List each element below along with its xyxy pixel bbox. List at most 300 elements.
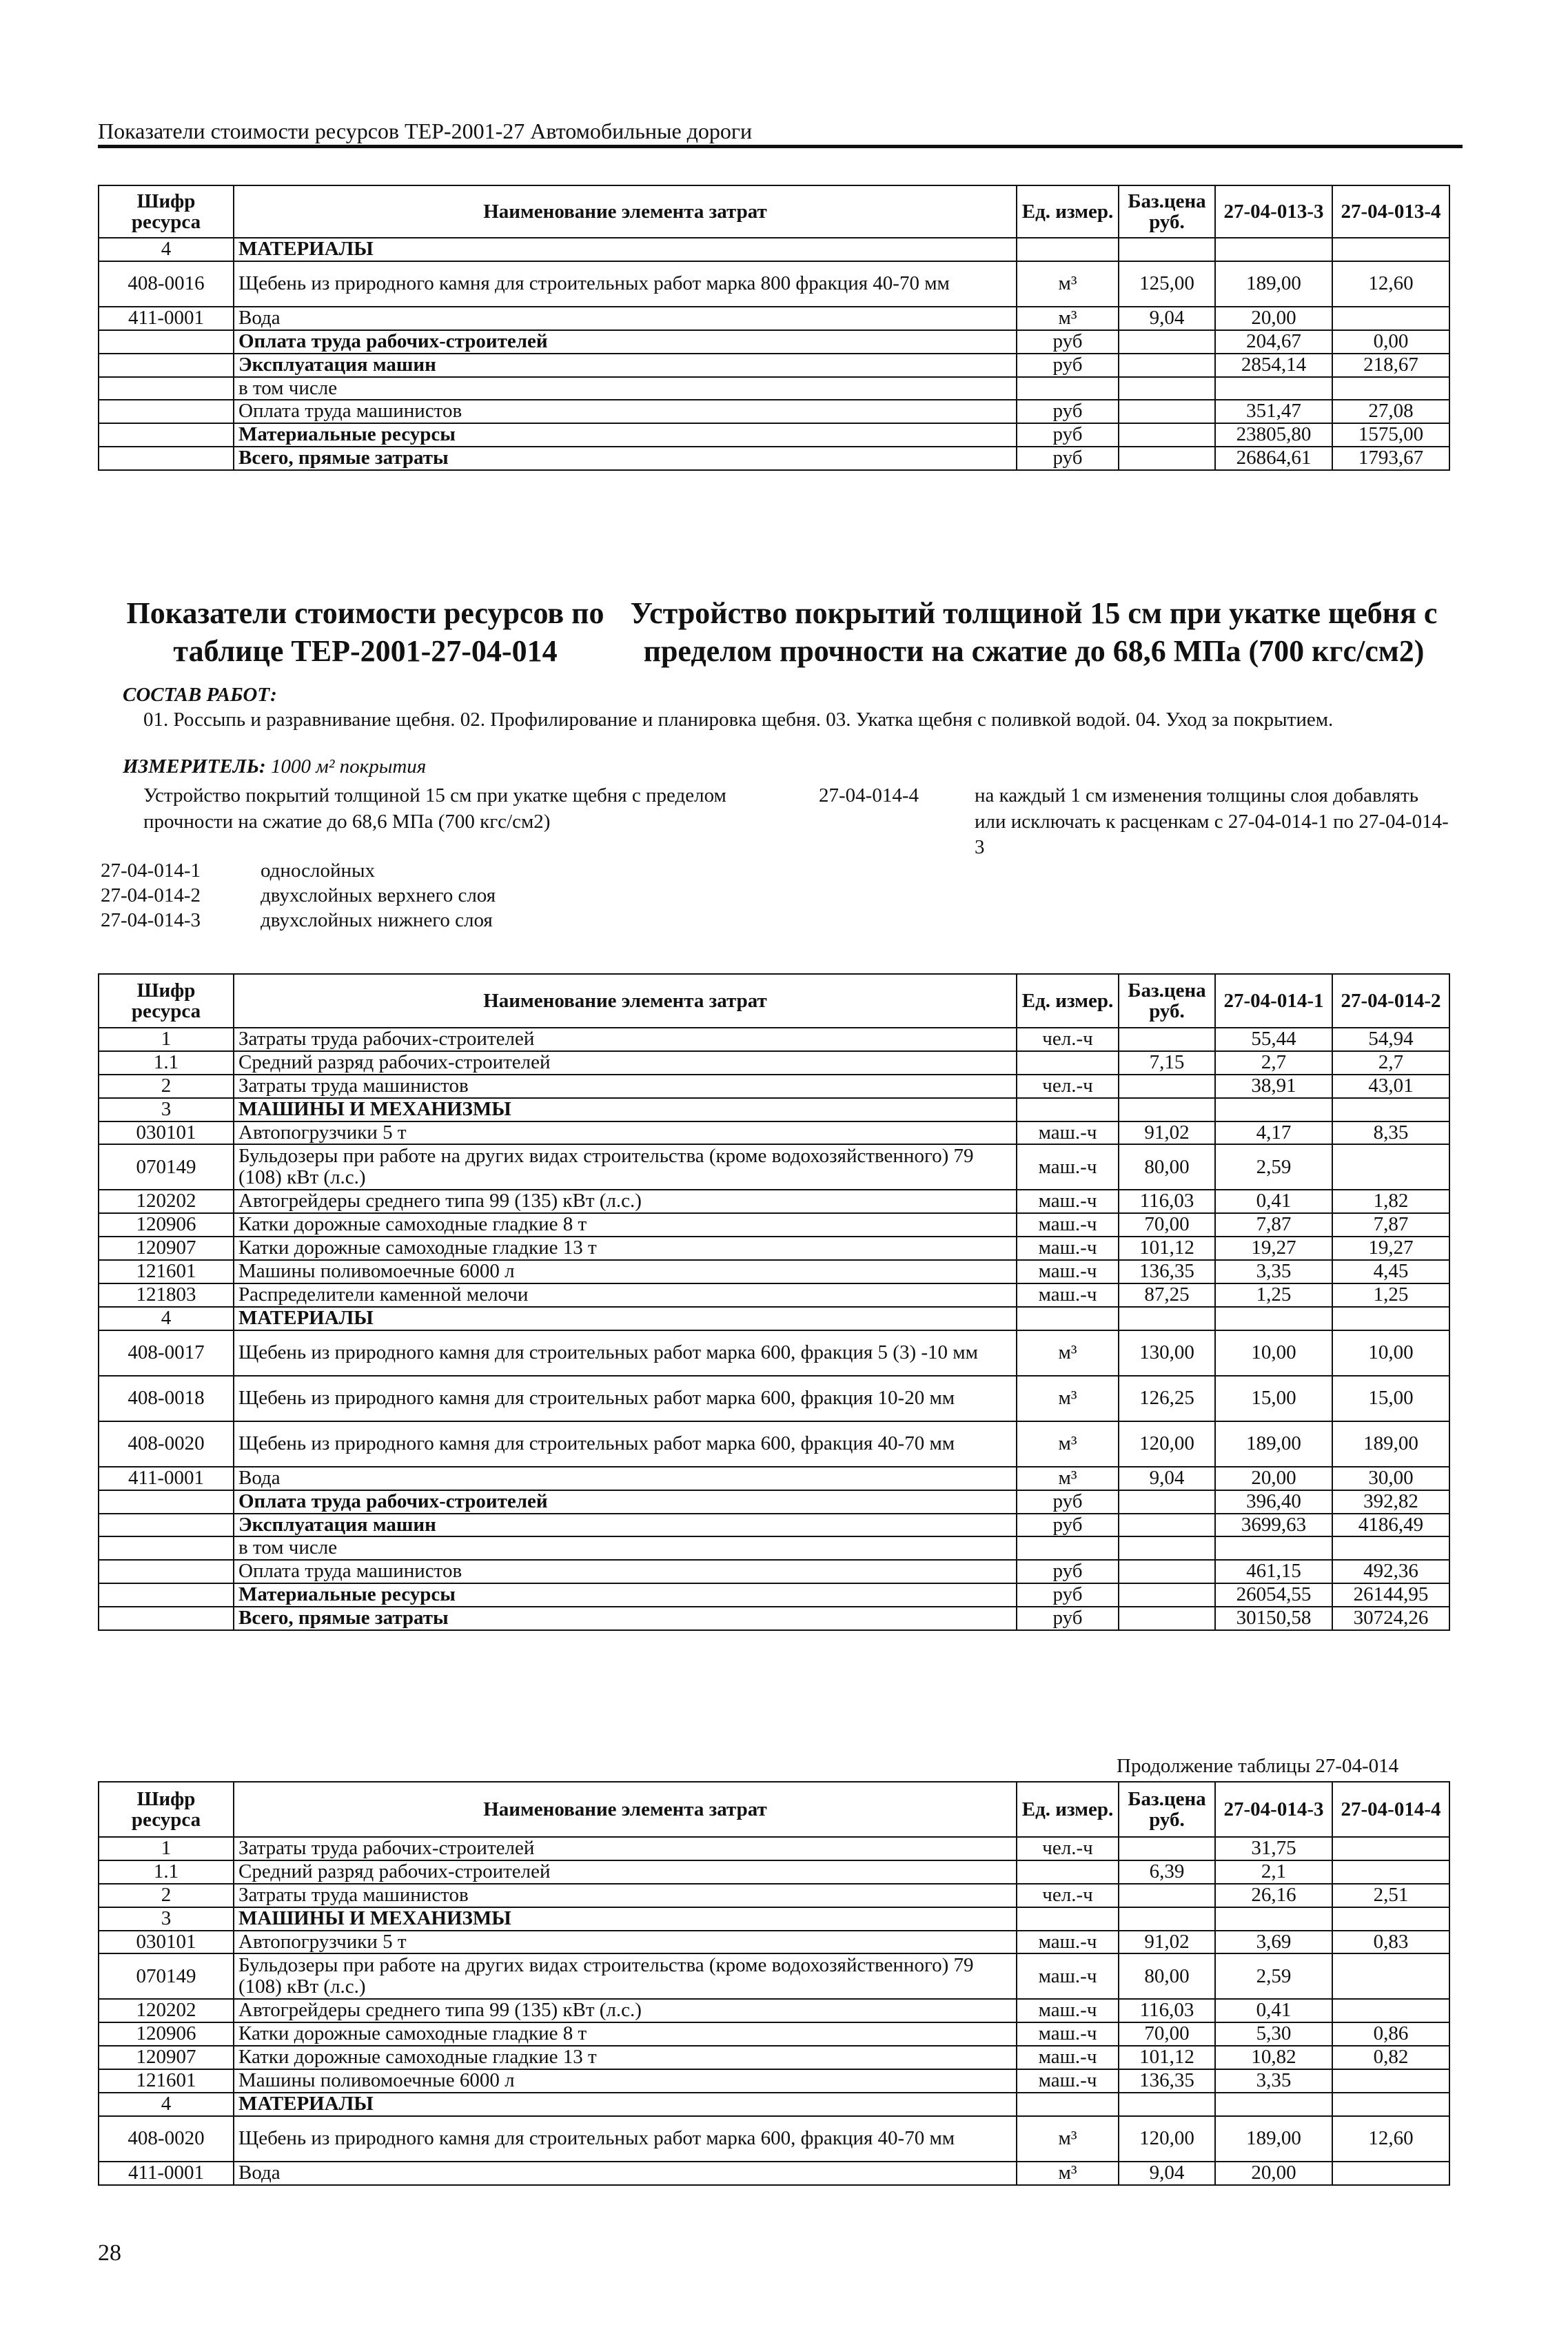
column-header: 27-04-014-4 <box>1332 1782 1449 1837</box>
header-divider <box>98 145 1463 148</box>
cell-name: МАТЕРИАЛЫ <box>234 1307 1017 1330</box>
cell-name: Материальные ресурсы <box>234 423 1017 447</box>
cell-value <box>1332 2162 1449 2185</box>
cell-code <box>99 1560 234 1583</box>
cell-unit: маш.-ч <box>1017 1931 1119 1954</box>
cell-code: 1.1 <box>99 1860 234 1884</box>
cell-value: 55,44 <box>1215 1028 1332 1051</box>
cell-price: 125,00 <box>1119 261 1215 307</box>
cell-value: 12,60 <box>1332 2116 1449 2162</box>
description-text: Устройство покрытий толщиной 15 см при укатке щебня с пределом прочности на сжатие до 68,6 МПа (700 кгс/см2) <box>143 784 726 833</box>
cell-value: 15,00 <box>1215 1376 1332 1421</box>
cell-price: 120,00 <box>1119 2116 1215 2162</box>
cell-code <box>99 447 234 470</box>
cell-value <box>1332 1860 1449 1884</box>
cell-value: 26864,61 <box>1215 447 1332 470</box>
cell-code <box>99 377 234 400</box>
table-row <box>99 1490 1449 1514</box>
resource-table-27-04-013 <box>98 185 1450 471</box>
cell-price: 9,04 <box>1119 307 1215 330</box>
cell-name: Автогрейдеры среднего типа 99 (135) кВт (л.с.) <box>234 1190 1017 1213</box>
table-row <box>99 2162 1449 2185</box>
cell-price <box>1119 377 1215 400</box>
cell-price: 116,03 <box>1119 1999 1215 2022</box>
column-header: 27-04-014-1 <box>1215 974 1332 1028</box>
cell-price <box>1119 1490 1215 1514</box>
cell-code: 411-0001 <box>99 2162 234 2185</box>
cell-price <box>1119 1098 1215 1121</box>
cell-name: Автогрейдеры среднего типа 99 (135) кВт (л.с.) <box>234 1999 1017 2022</box>
cell-unit: маш.-ч <box>1017 1144 1119 1190</box>
cell-value: 38,91 <box>1215 1075 1332 1098</box>
cell-value: 2,51 <box>1332 1884 1449 1907</box>
cell-code: 3 <box>99 1907 234 1931</box>
cell-name: Средний разряд рабочих-строителей <box>234 1051 1017 1075</box>
cell-value: 23805,80 <box>1215 423 1332 447</box>
cell-code: 408-0016 <box>99 261 234 307</box>
cell-value: 0,82 <box>1332 2046 1449 2069</box>
cell-value: 31,75 <box>1215 1837 1332 1860</box>
table-row <box>99 377 1449 400</box>
cell-value: 7,87 <box>1332 1213 1449 1237</box>
cell-value: 20,00 <box>1215 307 1332 330</box>
cell-code <box>99 1490 234 1514</box>
cell-value <box>1215 1307 1332 1330</box>
cell-code: 408-0020 <box>99 1421 234 1467</box>
cell-price: 6,39 <box>1119 1860 1215 1884</box>
cell-value <box>1332 1098 1449 1121</box>
cell-name: МАШИНЫ И МЕХАНИЗМЫ <box>234 1098 1017 1121</box>
table-row <box>99 423 1449 447</box>
column-header: Шифр ресурса <box>99 185 234 238</box>
cell-price: 91,02 <box>1119 1931 1215 1954</box>
table-row <box>99 1213 1449 1237</box>
cell-code: 4 <box>99 2093 234 2116</box>
cell-name: Щебень из природного камня для строительных работ марка 600, фракция 40-70 мм <box>234 2116 1017 2162</box>
cell-name: Бульдозеры при работе на других видах строительства (кроме водохозяйственного) 79 (108) кВт (л.с.) <box>234 1144 1017 1190</box>
cell-unit: маш.-ч <box>1017 2069 1119 2093</box>
table-row <box>99 1190 1449 1213</box>
cell-value: 1,82 <box>1332 1190 1449 1213</box>
cell-name: Оплата труда машинистов <box>234 400 1017 423</box>
table-header-row <box>99 1782 1449 1837</box>
column-header: Ед. измер. <box>1017 185 1119 238</box>
cell-price <box>1119 1837 1215 1860</box>
page-number: 28 <box>98 2240 121 2266</box>
table-row <box>99 1421 1449 1467</box>
table-row <box>99 1514 1449 1537</box>
cell-value: 20,00 <box>1215 2162 1332 2185</box>
column-header: Баз.цена руб. <box>1119 185 1215 238</box>
cell-name: Машины поливомоечные 6000 л <box>234 2069 1017 2093</box>
cell-unit: руб <box>1017 330 1119 354</box>
cell-value: 12,60 <box>1332 261 1449 307</box>
cell-value <box>1215 1536 1332 1560</box>
cell-name: МАТЕРИАЛЫ <box>234 238 1017 261</box>
cell-unit: маш.-ч <box>1017 1283 1119 1307</box>
cell-unit: чел.-ч <box>1017 1028 1119 1051</box>
cell-price: 80,00 <box>1119 1953 1215 1999</box>
cell-name: в том числе <box>234 377 1017 400</box>
cell-code <box>99 423 234 447</box>
table-row <box>99 1837 1449 1860</box>
measure-line <box>123 754 426 780</box>
cell-price <box>1119 238 1215 261</box>
cell-unit: руб <box>1017 1490 1119 1514</box>
cell-unit: маш.-ч <box>1017 1213 1119 1237</box>
table-row <box>99 2069 1449 2093</box>
table-row <box>99 1237 1449 1260</box>
cell-code <box>99 1514 234 1537</box>
table-header-row <box>99 185 1449 238</box>
table-row <box>99 1931 1449 1954</box>
cell-code: 408-0017 <box>99 1330 234 1376</box>
variant-text: двухслойных нижнего слоя <box>261 909 493 931</box>
table-row <box>99 1051 1449 1075</box>
cell-value: 189,00 <box>1215 261 1332 307</box>
cell-value: 1,25 <box>1215 1283 1332 1307</box>
section-title-left: Показатели стоимости ресурсов по таблице ТЕР-2001-27-04-014 <box>126 596 604 668</box>
cell-value <box>1332 1953 1449 1999</box>
cell-value: 0,00 <box>1332 330 1449 354</box>
column-header: Наименование элемента затрат <box>234 974 1017 1028</box>
cell-value: 30724,26 <box>1332 1607 1449 1630</box>
variant-text: двухслойных верхнего слоя <box>261 884 496 906</box>
cell-code: 1 <box>99 1028 234 1051</box>
cell-unit: руб <box>1017 400 1119 423</box>
cell-unit <box>1017 377 1119 400</box>
cell-value: 19,27 <box>1215 1237 1332 1260</box>
table-row <box>99 330 1449 354</box>
cell-code: 408-0018 <box>99 1376 234 1421</box>
cell-price: 9,04 <box>1119 2162 1215 2185</box>
table-row <box>99 1098 1449 1121</box>
cell-value: 461,15 <box>1215 1560 1332 1583</box>
cell-code: 120202 <box>99 1999 234 2022</box>
table-row <box>99 1999 1449 2022</box>
cell-name: Щебень из природного камня для строительных работ марка 600, фракция 5 (3) -10 мм <box>234 1330 1017 1376</box>
cell-code: 4 <box>99 1307 234 1330</box>
cell-name: Всего, прямые затраты <box>234 1607 1017 1630</box>
table-row <box>99 2046 1449 2069</box>
table-row <box>99 1560 1449 1583</box>
cell-value: 2,7 <box>1332 1051 1449 1075</box>
cell-price <box>1119 1560 1215 1583</box>
table-row <box>99 238 1449 261</box>
cell-value: 26054,55 <box>1215 1583 1332 1607</box>
cell-unit: м³ <box>1017 2162 1119 2185</box>
cell-value: 10,82 <box>1215 2046 1332 2069</box>
table-row <box>99 2022 1449 2046</box>
cell-code: 1 <box>99 1837 234 1860</box>
cell-value <box>1332 238 1449 261</box>
table-row <box>99 1307 1449 1330</box>
table-row <box>99 2093 1449 2116</box>
cell-unit: м³ <box>1017 1467 1119 1490</box>
cell-value: 204,67 <box>1215 330 1332 354</box>
work-composition-text: 01. Россыпь и разравнивание щебня. 02. Профилирование и планировка щебня. 03. Укатка щебня с поливкой водой. 04. Уход за покрытием. <box>143 709 1334 731</box>
cell-unit: маш.-ч <box>1017 2022 1119 2046</box>
cell-name: Всего, прямые затраты <box>234 447 1017 470</box>
cell-value <box>1332 2069 1449 2093</box>
cell-price: 116,03 <box>1119 1190 1215 1213</box>
cell-unit: маш.-ч <box>1017 1260 1119 1283</box>
cell-name: Распределители каменной мелочи <box>234 1283 1017 1307</box>
column-header: 27-04-013-4 <box>1332 185 1449 238</box>
cell-name: Катки дорожные самоходные гладкие 13 т <box>234 1237 1017 1260</box>
cell-price <box>1119 1307 1215 1330</box>
cell-unit: м³ <box>1017 1421 1119 1467</box>
cell-unit: руб <box>1017 447 1119 470</box>
cell-value: 3699,63 <box>1215 1514 1332 1537</box>
variant-code: 27-04-014-3 <box>101 909 201 931</box>
page-header-title: Показатели стоимости ресурсов ТЕР-2001-27 Автомобильные дороги <box>98 119 753 143</box>
cell-value: 4,17 <box>1215 1121 1332 1145</box>
cell-name: Затраты труда рабочих-строителей <box>234 1028 1017 1051</box>
cell-unit: м³ <box>1017 307 1119 330</box>
cell-price: 126,25 <box>1119 1376 1215 1421</box>
cell-code <box>99 1536 234 1560</box>
cell-name: Эксплуатация машин <box>234 1514 1017 1537</box>
column-header: 27-04-014-3 <box>1215 1782 1332 1837</box>
cell-value <box>1215 238 1332 261</box>
cell-value: 492,36 <box>1332 1560 1449 1583</box>
cell-value: 30,00 <box>1332 1467 1449 1490</box>
cell-unit <box>1017 1907 1119 1931</box>
resource-table-27-04-014-1-2 <box>98 973 1450 1631</box>
cell-value <box>1332 1837 1449 1860</box>
table-row <box>99 2116 1449 2162</box>
cell-value: 1575,00 <box>1332 423 1449 447</box>
cell-name: Вода <box>234 2162 1017 2185</box>
cell-code: 121601 <box>99 1260 234 1283</box>
cell-code: 3 <box>99 1098 234 1121</box>
cell-value: 8,35 <box>1332 1121 1449 1145</box>
cell-unit: маш.-ч <box>1017 1121 1119 1145</box>
cell-unit <box>1017 1307 1119 1330</box>
cell-code: 070149 <box>99 1953 234 1999</box>
table-row <box>99 1075 1449 1098</box>
table-row <box>99 1121 1449 1145</box>
cell-name: Эксплуатация машин <box>234 354 1017 377</box>
cell-unit: чел.-ч <box>1017 1075 1119 1098</box>
resource-table-27-04-014-3-4 <box>98 1781 1450 2186</box>
cell-value <box>1332 1999 1449 2022</box>
table-row <box>99 1907 1449 1931</box>
cell-code <box>99 400 234 423</box>
cell-value: 2,1 <box>1215 1860 1332 1884</box>
cell-name: Бульдозеры при работе на других видах строительства (кроме водохозяйственного) 79 (108) кВт (л.с.) <box>234 1953 1017 1999</box>
cell-price <box>1119 354 1215 377</box>
cell-value: 189,00 <box>1215 1421 1332 1467</box>
cell-price: 70,00 <box>1119 1213 1215 1237</box>
cell-value: 392,82 <box>1332 1490 1449 1514</box>
description-code: 27-04-014-4 <box>819 784 919 806</box>
table-header-row <box>99 974 1449 1028</box>
cell-unit: руб <box>1017 354 1119 377</box>
cell-value: 0,41 <box>1215 1999 1332 2022</box>
cell-name: Щебень из природного камня для строительных работ марка 600, фракция 10-20 мм <box>234 1376 1017 1421</box>
cell-value: 189,00 <box>1215 2116 1332 2162</box>
cell-price <box>1119 1607 1215 1630</box>
cell-name: Затраты труда рабочих-строителей <box>234 1837 1017 1860</box>
cell-value: 0,83 <box>1332 1931 1449 1954</box>
cell-value: 43,01 <box>1332 1075 1449 1098</box>
cell-value: 2854,14 <box>1215 354 1332 377</box>
description-note: на каждый 1 см изменения толщины слоя добавлять или исключать к расценкам с 27-04-014-1 по 27-04-014-3 <box>975 784 1449 859</box>
cell-price: 130,00 <box>1119 1330 1215 1376</box>
cell-unit: руб <box>1017 1560 1119 1583</box>
cell-code <box>99 1607 234 1630</box>
cell-value: 1793,67 <box>1332 447 1449 470</box>
cell-value: 19,27 <box>1332 1237 1449 1260</box>
cell-value: 3,35 <box>1215 2069 1332 2093</box>
cell-value <box>1332 307 1449 330</box>
cell-price <box>1119 2093 1215 2116</box>
section-title-right: Устройство покрытий толщиной 15 см при укатке щебня с пределом прочности на сжатие до 68,6 МПа (700 кгс/см2) <box>630 596 1438 668</box>
cell-name: Машины поливомоечные 6000 л <box>234 1260 1017 1283</box>
cell-unit: руб <box>1017 423 1119 447</box>
cell-price: 101,12 <box>1119 1237 1215 1260</box>
cell-price <box>1119 423 1215 447</box>
cell-unit: маш.-ч <box>1017 1999 1119 2022</box>
cell-value: 396,40 <box>1215 1490 1332 1514</box>
cell-name: Автопогрузчики 5 т <box>234 1121 1017 1145</box>
cell-name: Средний разряд рабочих-строителей <box>234 1860 1017 1884</box>
table-row <box>99 1607 1449 1630</box>
cell-value: 0,86 <box>1332 2022 1449 2046</box>
cell-name: МАШИНЫ И МЕХАНИЗМЫ <box>234 1907 1017 1931</box>
cell-price <box>1119 330 1215 354</box>
cell-unit: маш.-ч <box>1017 1190 1119 1213</box>
cell-value: 27,08 <box>1332 400 1449 423</box>
cell-code: 2 <box>99 1884 234 1907</box>
cell-price <box>1119 1514 1215 1537</box>
column-header: Шифр ресурса <box>99 1782 234 1837</box>
cell-name: Затраты труда машинистов <box>234 1884 1017 1907</box>
cell-code: 070149 <box>99 1144 234 1190</box>
cell-value: 218,67 <box>1332 354 1449 377</box>
cell-value: 20,00 <box>1215 1467 1332 1490</box>
cell-price <box>1119 1536 1215 1560</box>
cell-value: 10,00 <box>1215 1330 1332 1376</box>
table-row <box>99 1283 1449 1307</box>
cell-name: Оплата труда рабочих-строителей <box>234 1490 1017 1514</box>
cell-value <box>1332 1144 1449 1190</box>
table-row <box>99 307 1449 330</box>
cell-price: 136,35 <box>1119 2069 1215 2093</box>
cell-value <box>1332 2093 1449 2116</box>
cell-value <box>1332 1907 1449 1931</box>
cell-price: 7,15 <box>1119 1051 1215 1075</box>
cell-price: 70,00 <box>1119 2022 1215 2046</box>
cell-name: Автопогрузчики 5 т <box>234 1931 1017 1954</box>
cell-unit <box>1017 1860 1119 1884</box>
cell-name: Материальные ресурсы <box>234 1583 1017 1607</box>
table-row <box>99 354 1449 377</box>
variant-text: однослойных <box>261 860 376 882</box>
variant-code: 27-04-014-1 <box>101 860 201 882</box>
cell-unit: м³ <box>1017 1376 1119 1421</box>
cell-price: 101,12 <box>1119 2046 1215 2069</box>
column-header: Баз.цена руб. <box>1119 1782 1215 1837</box>
cell-name: Катки дорожные самоходные гладкие 13 т <box>234 2046 1017 2069</box>
cell-code: 411-0001 <box>99 307 234 330</box>
cell-value: 10,00 <box>1332 1330 1449 1376</box>
continuation-note: Продолжение таблицы 27-04-014 <box>1117 1755 1399 1777</box>
cell-value: 351,47 <box>1215 400 1332 423</box>
cell-unit <box>1017 1098 1119 1121</box>
cell-name: Катки дорожные самоходные гладкие 8 т <box>234 2022 1017 2046</box>
table-row <box>99 1467 1449 1490</box>
cell-price <box>1119 1884 1215 1907</box>
cell-name: Вода <box>234 307 1017 330</box>
cell-code: 1.1 <box>99 1051 234 1075</box>
column-header: Шифр ресурса <box>99 974 234 1028</box>
cell-unit: руб <box>1017 1583 1119 1607</box>
cell-code: 2 <box>99 1075 234 1098</box>
cell-unit <box>1017 238 1119 261</box>
column-header: Наименование элемента затрат <box>234 1782 1017 1837</box>
cell-code: 120907 <box>99 1237 234 1260</box>
cell-unit: руб <box>1017 1607 1119 1630</box>
cell-value: 4186,49 <box>1332 1514 1449 1537</box>
column-header: Ед. измер. <box>1017 974 1119 1028</box>
cell-name: Щебень из природного камня для строительных работ марка 800 фракция 40-70 мм <box>234 261 1017 307</box>
cell-price: 91,02 <box>1119 1121 1215 1145</box>
cell-unit <box>1017 1051 1119 1075</box>
cell-value: 2,59 <box>1215 1144 1332 1190</box>
cell-value <box>1215 377 1332 400</box>
cell-unit: чел.-ч <box>1017 1884 1119 1907</box>
cell-value: 7,87 <box>1215 1213 1332 1237</box>
table-row <box>99 1860 1449 1884</box>
cell-value <box>1215 1098 1332 1121</box>
cell-unit: м³ <box>1017 261 1119 307</box>
cell-value: 15,00 <box>1332 1376 1449 1421</box>
table-row <box>99 1884 1449 1907</box>
table-row <box>99 1536 1449 1560</box>
cell-value <box>1215 1907 1332 1931</box>
cell-code: 121601 <box>99 2069 234 2093</box>
cell-price: 120,00 <box>1119 1421 1215 1467</box>
cell-code <box>99 354 234 377</box>
cell-value: 4,45 <box>1332 1260 1449 1283</box>
cell-price <box>1119 1028 1215 1051</box>
cell-unit: маш.-ч <box>1017 1237 1119 1260</box>
column-header: Ед. измер. <box>1017 1782 1119 1837</box>
cell-value <box>1332 377 1449 400</box>
cell-code: 411-0001 <box>99 1467 234 1490</box>
table-row <box>99 261 1449 307</box>
table-row <box>99 447 1449 470</box>
cell-name: Оплата труда машинистов <box>234 1560 1017 1583</box>
cell-value: 0,41 <box>1215 1190 1332 1213</box>
table-row <box>99 1144 1449 1190</box>
cell-value: 26,16 <box>1215 1884 1332 1907</box>
table-row <box>99 1330 1449 1376</box>
cell-value: 3,69 <box>1215 1931 1332 1954</box>
cell-value: 5,30 <box>1215 2022 1332 2046</box>
cell-unit: м³ <box>1017 2116 1119 2162</box>
column-header: 27-04-014-2 <box>1332 974 1449 1028</box>
cell-unit: маш.-ч <box>1017 1953 1119 1999</box>
variant-code: 27-04-014-2 <box>101 884 201 906</box>
cell-price: 87,25 <box>1119 1283 1215 1307</box>
cell-name: Катки дорожные самоходные гладкие 8 т <box>234 1213 1017 1237</box>
cell-code: 030101 <box>99 1121 234 1145</box>
measure-label: ИЗМЕРИТЕЛЬ: <box>123 755 266 778</box>
